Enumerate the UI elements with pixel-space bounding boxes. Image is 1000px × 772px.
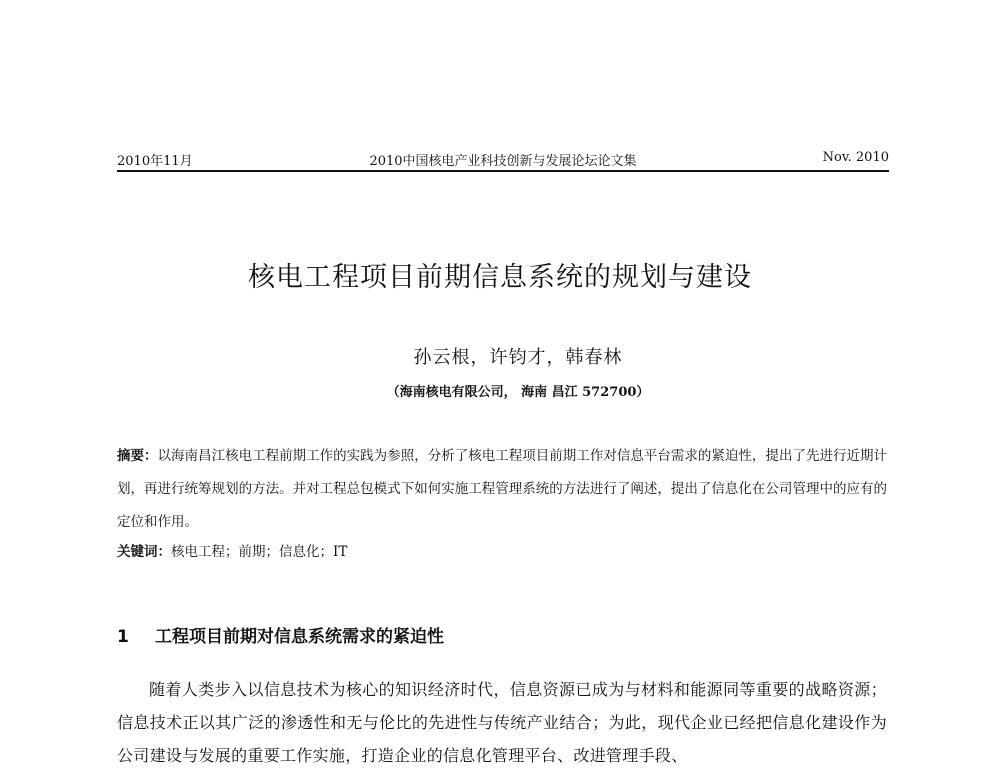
- body-paragraph: 随着人类步入以信息技术为核心的知识经济时代，信息资源已成为与材料和能源同等重要的战略资源；信息技术正以其广泛的渗透性和无与伦比的先进性与传统产业结合；为此，现代企业已经把信息化建设作为公司建设与发展的重要工作实施，打造企业的信息化管理平台、改进管理手段、: [117, 680, 887, 765]
- keywords-label: 关键词：: [117, 544, 171, 560]
- affiliation: （海南核电有限公司， 海南 昌江 572700）: [386, 385, 650, 400]
- header-date: 2010年11月: [117, 154, 193, 169]
- keywords: [117, 540, 887, 564]
- section-heading: [117, 622, 887, 647]
- authors: 孙云根，许钧才，韩春林: [413, 347, 623, 368]
- abstract-label: 摘要：: [117, 448, 158, 464]
- section-number: 1: [117, 627, 129, 647]
- abstract: [117, 440, 887, 539]
- abstract-text: 以海南昌江核电工程前期工作的实践为参照，分析了核电工程项目前期工作对信息平台需求的紧迫性，提出了先进行近期计划，再进行统筹规划的方法。并对工程总包模式下如何实施工程管理系统的方法进行了阐述，提出了信息化在公司管理中的应有的定位和作用。: [117, 448, 888, 530]
- header-proceedings-title: 2010中国核电产业科技创新与发展论坛论文集: [369, 154, 637, 169]
- paper-title: 核电工程项目前期信息系统的规划与建设: [248, 262, 752, 293]
- running-header: [117, 148, 889, 172]
- header-date-en: Nov. 2010: [822, 150, 889, 165]
- keywords-text: 核电工程；前期；信息化；IT: [171, 544, 348, 560]
- section-title: 工程项目前期对信息系统需求的紧迫性: [155, 627, 444, 647]
